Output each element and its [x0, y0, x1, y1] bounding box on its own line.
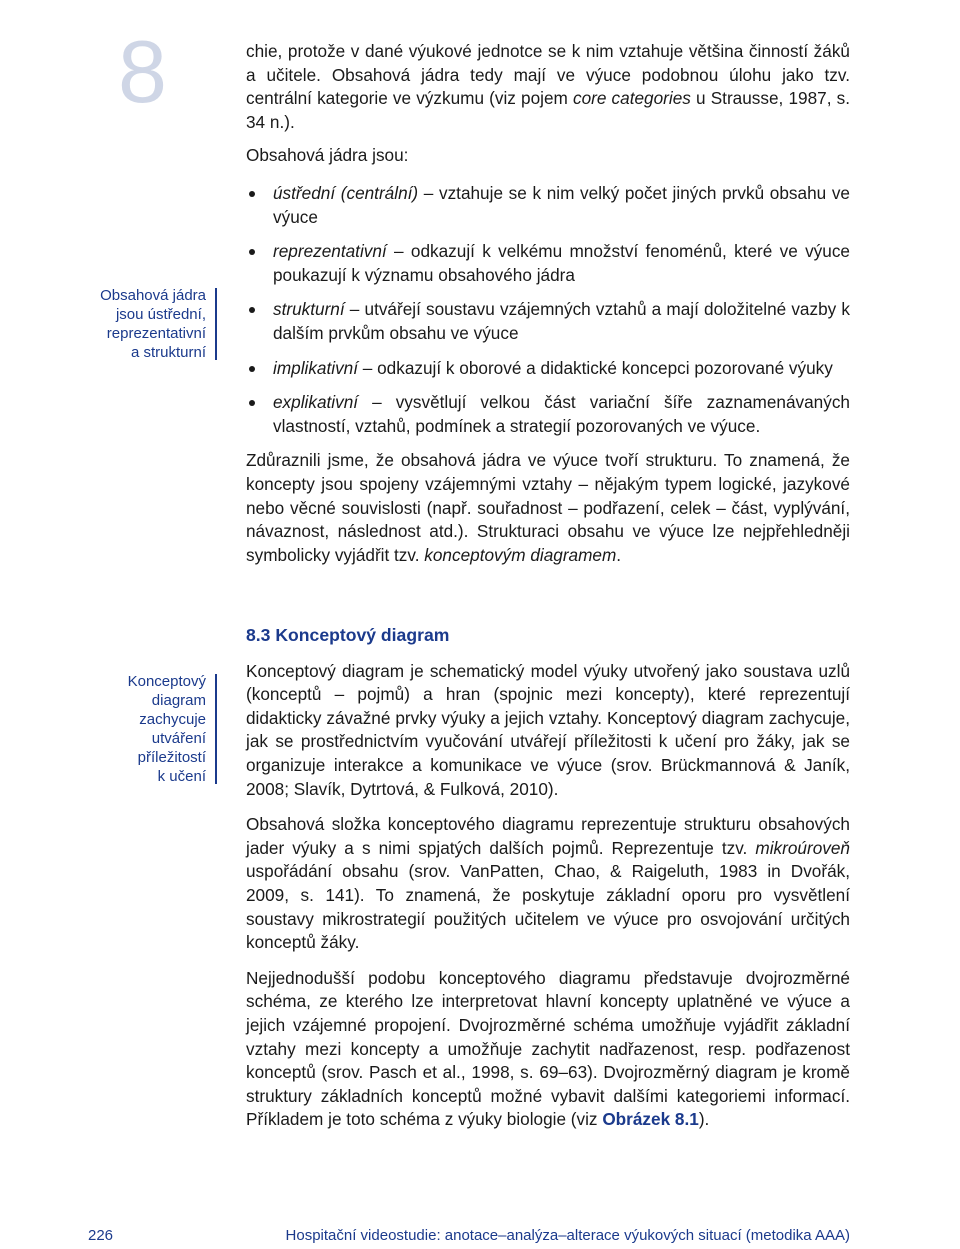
top-paragraph: chie, protože v dané výukové jednotce se k nim vztahuje většina činností žáků a učitele. Obsahová jádra tedy mají ve výuce podobnou úlohu jako tzv. centrální kategorie ve výzkumu (viz pojem core categories u Strausse, 1987, s. 34 n.).	[246, 41, 850, 132]
running-footer-title: Hospitační videostudie: anotace–analýza–alterace výukových situací (metodika AAA)	[285, 1227, 850, 1244]
figure-reference-link[interactable]: Obrázek 8.1	[602, 1109, 699, 1130]
paragraph-definition: Konceptový diagram je schematický model výuky utvořený jako soustava uzlů (konceptů – pojmů) a hran (spojnic mezi koncepty), které reprezentují didakticky závažné prvky výuky a jejich vztahy. Konceptový diagram zachycuje, jak se prostřednictvím vyučování utvářejí příležitosti k učení pro žáky, jak se organizuje interakce a komunikace ve výuce (srov. Brückmannová & Janík, 2008; Slavík, Dytrtová, & Fulková, 2010).	[246, 660, 850, 799]
paragraph-two-dimensional: Nejjednodušší podobu konceptového diagramu představuje dvojrozměrné schéma, ze kterého lze interpretovat hlavní koncepty uplatněné ve výuce a jejich vzájemné propojení. Dvojrozměrné schéma umožňuje vyjádřit základní vztahy mezi koncepty a umožňuje zachytit nadřazenost, resp. podřazenost konceptů (srov. Pasch et al., 1998, s. 69–63). Dvojrozměrný diagram je kromě struktury základních konceptů možné vybavit dalšími kategoriemi informací. Příkladem je toto schéma z výuky biologie (viz Obrázek 8.1).	[246, 967, 850, 1130]
top-section	[246, 40, 850, 168]
bullet-list	[246, 182, 850, 438]
page-number: 226	[88, 1227, 114, 1244]
section-heading: 8.3 Konceptový diagram	[246, 625, 450, 645]
paragraph-content-component: Obsahová složka konceptového diagramu reprezentuje strukturu obsahových jader výuky a s nimi spjatých dalších pojmů. Reprezentuje tzv. mikroúroveň uspořádání obsahu (srov. VanPatten, Chao, & Raigeluth, 1983 in Dvořák, 2009, s. 141). To znamená, že poskytuje základní oporu pro vysvětlení soustavy mikrostrategií použitých učitelem ve výuce pro osvojování určitých konceptů žáky.	[246, 814, 850, 953]
list-item: implikativní – odkazují k oborové a didaktické koncepci pozorované výuky	[246, 357, 850, 381]
list-item: explikativní – vysvětlují velkou část variační šíře zaznamenávaných vlastností, vztahů, podmínek a strategií pozorovaných ve výuce.	[246, 391, 850, 438]
list-item: strukturní – utvářejí soustavu vzájemných vztahů a mají doložitelné vazby k dalším prvkům obsahu ve výuce	[246, 298, 850, 345]
list-item: reprezentativní – odkazují k velkému množství fenoménů, které ve výuce poukazují k významu obsahového jádra	[246, 240, 850, 287]
list-intro: Obsahová jádra jsou:	[246, 145, 409, 166]
chapter-number: 8	[118, 22, 167, 121]
margin-note-concept-diagram: Konceptový diagram zachycuje utváření příležitostí k učení	[60, 672, 206, 786]
list-item: ústřední (centrální) – vztahuje se k nim velký počet jiných prvků obsahu ve výuce	[246, 182, 850, 229]
section-8-3	[246, 624, 850, 1132]
margin-note-core-properties: Obsahová jádra jsou ústřední, reprezentativní a strukturní	[60, 286, 206, 362]
paragraph-structure: Zdůraznili jsme, že obsahová jádra ve výuce tvoří strukturu. To znamená, že koncepty jsou spojeny vzájemnými vztahy – nějakým typem logické, jazykové nebo věcné souvislosti (např. souřadnost – podřazení, celek – část, vyplývání, návaznost, následnost atd.). Strukturaci obsahu ve výuce lze nejpřehledněji symbolicky vyjádřit tzv. konceptovým diagramem.	[246, 450, 850, 565]
bullet-section	[246, 182, 850, 567]
